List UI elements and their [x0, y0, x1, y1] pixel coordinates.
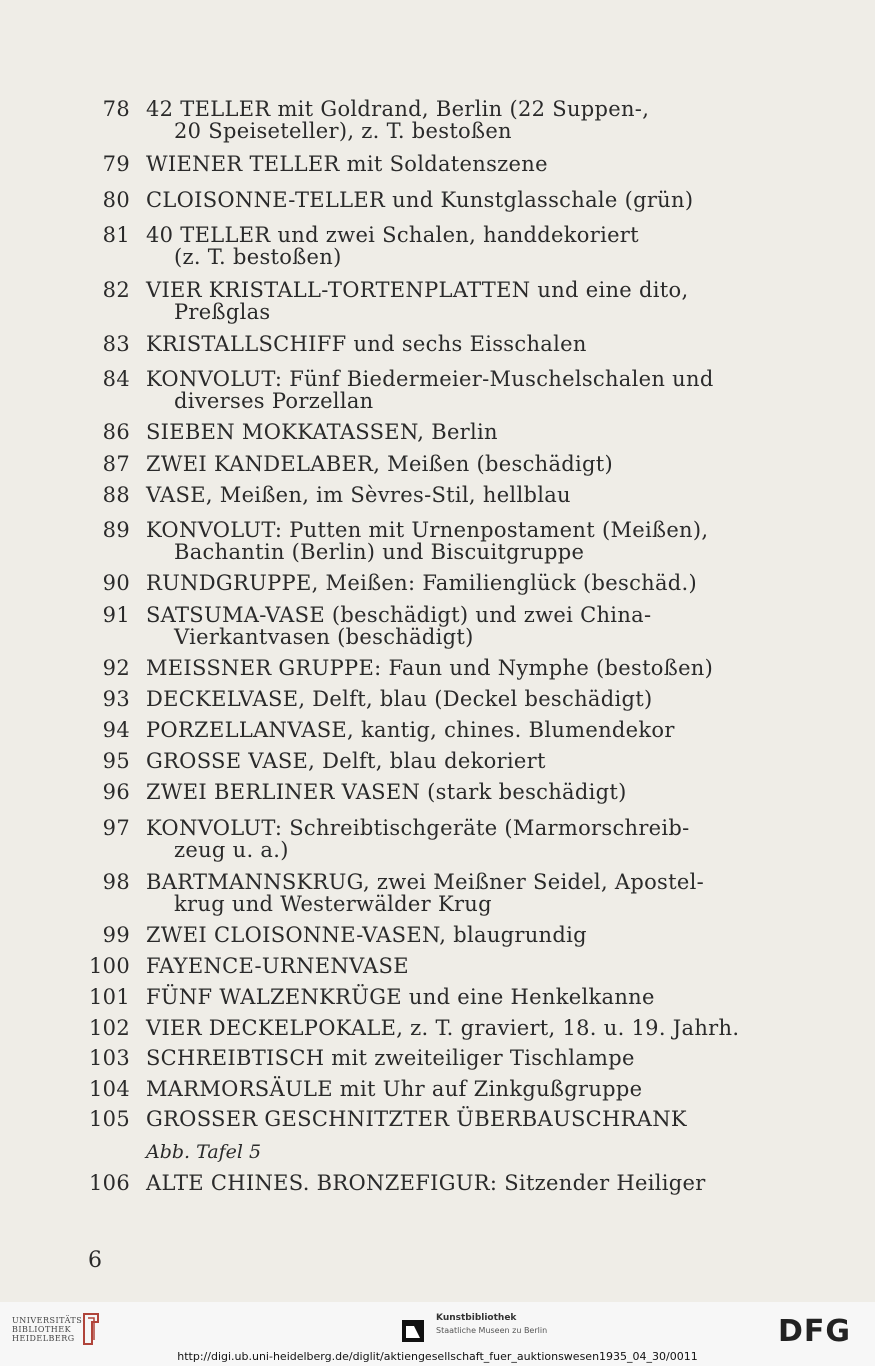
entry-number: 97	[102, 816, 130, 840]
entry-number: 90	[102, 571, 130, 595]
entry-number: 91	[102, 603, 130, 627]
entry-text: MARMORSÄULE mit Uhr auf Zinkgußgruppe	[146, 1077, 643, 1101]
entry-text: ALTE CHINES. BRONZEFIGUR: Sitzender Heiliger	[146, 1171, 706, 1195]
kunstbibliothek-title: Kunstbibliothek	[436, 1313, 517, 1323]
entry-number: 101	[89, 985, 130, 1009]
kunstbibliothek-subtitle: Staatliche Museen zu Berlin	[436, 1326, 548, 1335]
ub-heidelberg-logo-icon	[80, 1312, 102, 1346]
entry-number: 95	[102, 749, 130, 773]
entry-text: 40 TELLER und zwei Schalen, handdekoriert	[146, 223, 639, 247]
entry-text-continued: Preßglas	[174, 300, 271, 324]
entry-text: SATSUMA-VASE (beschädigt) und zwei China-	[146, 603, 652, 627]
entry-text: SCHREIBTISCH mit zweiteiliger Tischlampe	[146, 1046, 635, 1070]
entry-text: VIER KRISTALL-TORTENPLATTEN und eine dito,	[146, 278, 689, 302]
entry-text: ZWEI BERLINER VASEN (stark beschädigt)	[146, 780, 627, 804]
entry-text-continued: (z. T. bestoßen)	[174, 245, 342, 269]
entry-number: 96	[102, 780, 130, 804]
entry-text: KONVOLUT: Putten mit Urnenpostament (Meißen),	[146, 518, 709, 542]
entry-number: 98	[102, 870, 130, 894]
entry-number: 81	[102, 223, 130, 247]
entry-number: 78	[102, 97, 130, 121]
entry-text: MEISSNER GRUPPE: Faun und Nymphe (bestoßen)	[146, 656, 714, 680]
entry-text: GROSSE VASE, Delft, blau dekoriert	[146, 749, 546, 773]
entry-text-continued: krug und Westerwälder Krug	[174, 892, 492, 916]
entry-text: ZWEI CLOISONNE-VASEN, blaugrundig	[146, 923, 587, 947]
entry-number: 102	[89, 1016, 130, 1040]
entry-number: 103	[89, 1046, 130, 1070]
entry-number: 87	[102, 452, 130, 476]
entry-text-continued: diverses Porzellan	[174, 389, 374, 413]
entry-number: 99	[102, 923, 130, 947]
entry-text: WIENER TELLER mit Soldatenszene	[146, 152, 548, 176]
entry-text: VASE, Meißen, im Sèvres-Stil, hellblau	[146, 483, 571, 507]
kunstbibliothek-logo-icon	[400, 1318, 426, 1344]
entry-text-continued: Bachantin (Berlin) und Biscuitgruppe	[174, 540, 585, 564]
entry-number: 82	[102, 278, 130, 302]
entry-text: VIER DECKELPOKALE, z. T. graviert, 18. u. 19. Jahrh.	[146, 1016, 740, 1040]
entry-text-continued: zeug u. a.)	[174, 838, 289, 862]
ub-line: UNIVERSITÄTS-	[12, 1316, 86, 1325]
entry-text-continued: Vierkantvasen (beschädigt)	[174, 625, 474, 649]
entry-text: 42 TELLER mit Goldrand, Berlin (22 Suppen-,	[146, 97, 650, 121]
entry-text-continued: 20 Speiseteller), z. T. bestoßen	[174, 119, 512, 143]
entry-text: KONVOLUT: Fünf Biedermeier-Muschelschalen und	[146, 367, 714, 391]
entry-number: 105	[89, 1107, 130, 1131]
entry-number: 104	[89, 1077, 130, 1101]
entry-number: 94	[102, 718, 130, 742]
entry-number: 100	[89, 954, 130, 978]
entry-text: FÜNF WALZENKRÜGE und eine Henkelkanne	[146, 985, 655, 1009]
entry-number: 93	[102, 687, 130, 711]
entry-text: KONVOLUT: Schreibtischgeräte (Marmorschreib-	[146, 816, 690, 840]
entry-text: PORZELLANVASE, kantig, chines. Blumendekor	[146, 718, 675, 742]
ub-heidelberg-label	[12, 1316, 86, 1343]
entry-text: SIEBEN MOKKATASSEN, Berlin	[146, 420, 498, 444]
source-url[interactable]: http://digi.ub.uni-heidelberg.de/diglit/aktiengesellschaft_fuer_auktionswesen1935_04_30/0011	[177, 1350, 698, 1363]
entry-number: 92	[102, 656, 130, 680]
page-number: 6	[88, 1248, 102, 1273]
entry-number: 86	[102, 420, 130, 444]
entry-text: CLOISONNE-TELLER und Kunstglasschale (grün)	[146, 188, 694, 212]
entry-text: ZWEI KANDELABER, Meißen (beschädigt)	[146, 452, 614, 476]
entry-text: DECKELVASE, Delft, blau (Deckel beschädigt)	[146, 687, 653, 711]
entry-text: GROSSER GESCHNITZTER ÜBERBAUSCHRANK	[146, 1107, 687, 1131]
ub-line: HEIDELBERG	[12, 1334, 75, 1343]
entry-text: BARTMANNSKRUG, zwei Meißner Seidel, Apostel-	[146, 870, 704, 894]
entry-text: RUNDGRUPPE, Meißen: Familienglück (beschäd.)	[146, 571, 698, 595]
entry-number: 80	[102, 188, 130, 212]
entry-number: 106	[89, 1171, 130, 1195]
dfg-logo: DFG	[778, 1314, 852, 1349]
plate-reference: Abb. Tafel 5	[146, 1141, 262, 1163]
entry-number: 89	[102, 518, 130, 542]
entry-text: KRISTALLSCHIFF und sechs Eisschalen	[146, 332, 587, 356]
entry-number: 79	[102, 152, 130, 176]
ub-line: BIBLIOTHEK	[12, 1325, 72, 1334]
entry-number: 88	[102, 483, 130, 507]
entry-number: 83	[102, 332, 130, 356]
entry-text: FAYENCE-URNENVASE	[146, 954, 409, 978]
entry-number: 84	[102, 367, 130, 391]
